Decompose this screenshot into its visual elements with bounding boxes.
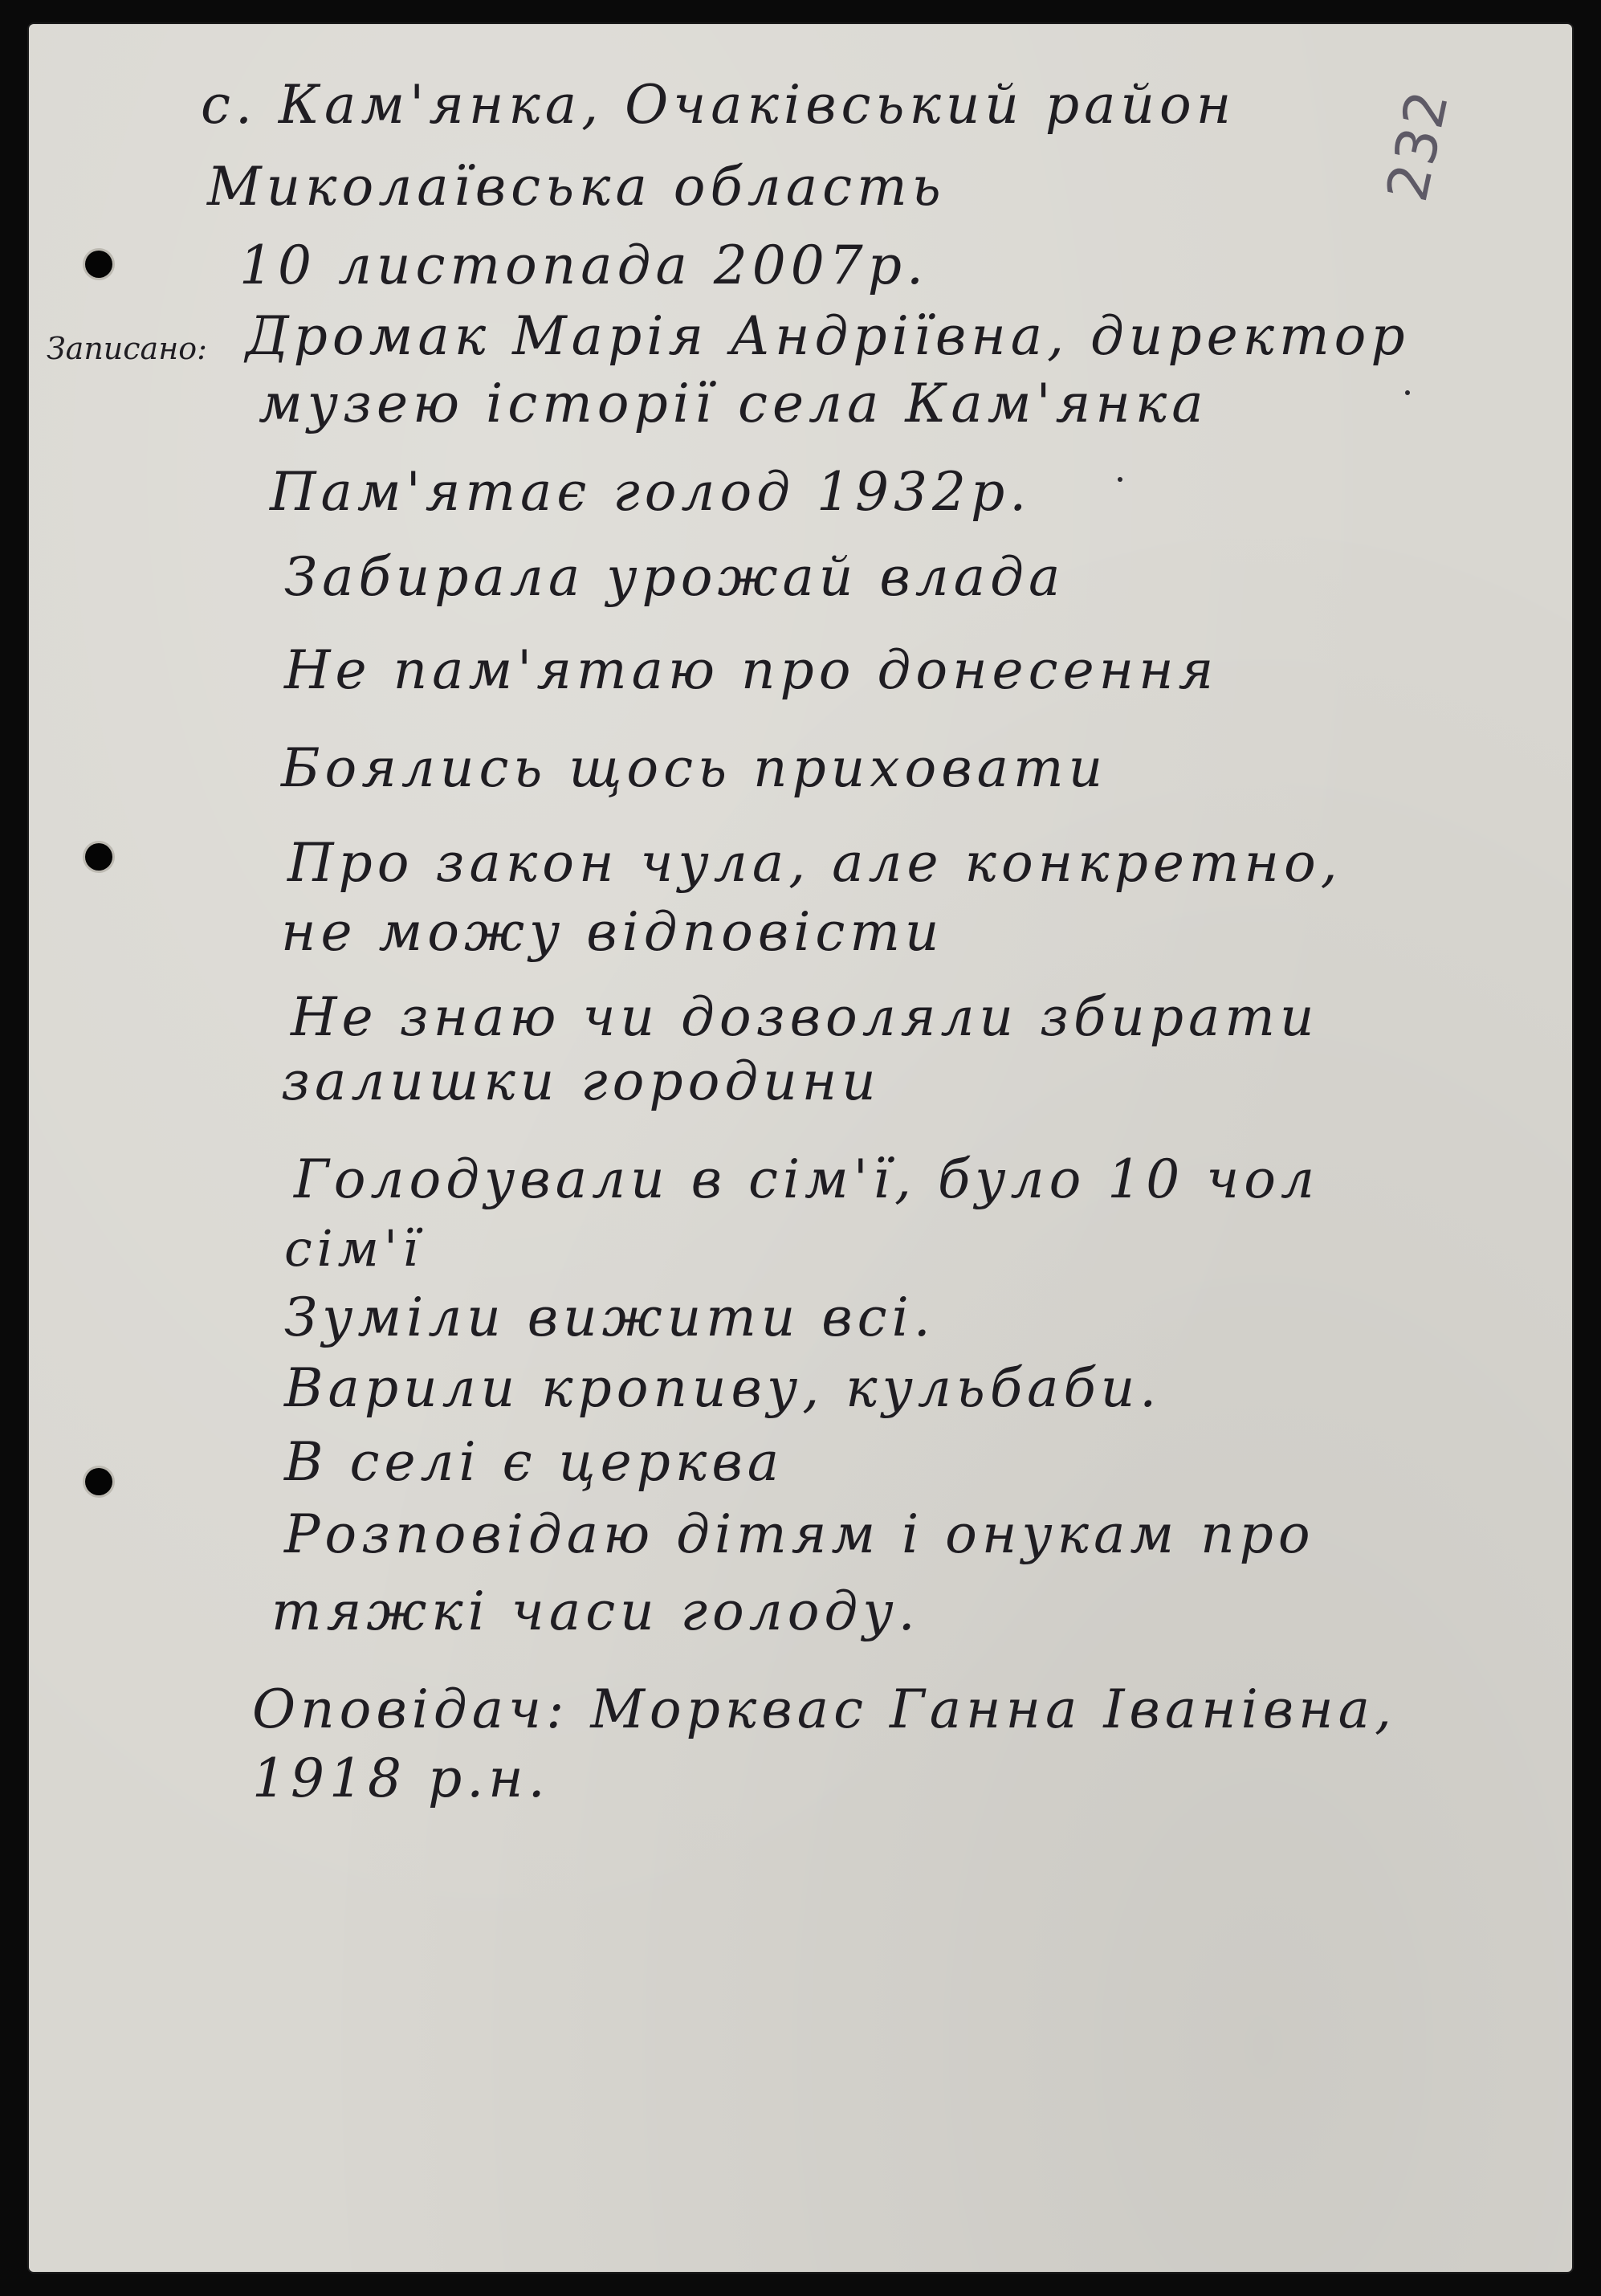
text-line-gleaning: Не знаю чи дозволяли збирати bbox=[291, 986, 1319, 1048]
text-line-narrator: Оповідач: Морквас Ганна Іванівна, bbox=[252, 1678, 1396, 1740]
text-line-harvest: Забирала урожай влада bbox=[284, 546, 1065, 608]
text-line-family: Голодували в сім'ї, було 10 чол bbox=[294, 1148, 1320, 1210]
text-line-fear: Боялись щось приховати bbox=[281, 737, 1108, 799]
text-line-reports: Не пам'ятаю про донесення bbox=[284, 639, 1219, 701]
text-line-date: 10 листопада 2007р. bbox=[239, 234, 928, 296]
text-line-family-cont: сім'ї bbox=[284, 1219, 423, 1278]
text-line-recorder-role: музею історії села Кам'янка bbox=[259, 373, 1208, 434]
text-line-survived: Зуміли вижити всі. bbox=[284, 1287, 935, 1348]
text-line-place: с. Кам'янка, Очаківський район bbox=[201, 74, 1236, 136]
text-line-recorder: Дромак Марія Андріївна, директор bbox=[246, 305, 1410, 367]
binder-hole-middle bbox=[85, 843, 112, 871]
binder-hole-bottom bbox=[85, 1468, 112, 1495]
archival-page bbox=[29, 24, 1572, 2272]
text-line-region: Миколаївська область bbox=[207, 156, 946, 218]
text-line-law: Про закон чула, але конкретно, bbox=[287, 832, 1342, 894]
text-line-famine-year: Пам'ятає голод 1932р. bbox=[270, 461, 1032, 523]
ink-dot bbox=[1118, 477, 1122, 482]
text-line-law-cont: не можу відповісти bbox=[281, 901, 944, 963]
page-number: 232 bbox=[1374, 84, 1462, 207]
text-line-birth-year: 1918 р.н. bbox=[252, 1747, 550, 1809]
text-line-nettle: Варили кропиву, кульбаби. bbox=[284, 1357, 1162, 1419]
text-line-tell-cont: тяжкі часи голоду. bbox=[271, 1580, 920, 1642]
text-line-tell: Розповідаю дітям і онукам про bbox=[284, 1503, 1315, 1565]
binder-hole-top bbox=[85, 251, 112, 278]
text-line-church: В селі є церква bbox=[284, 1431, 784, 1493]
recorded-by-label: Записано: bbox=[47, 331, 207, 366]
ink-dot bbox=[1405, 390, 1410, 395]
text-line-gleaning-cont: залишки городини bbox=[281, 1050, 881, 1112]
